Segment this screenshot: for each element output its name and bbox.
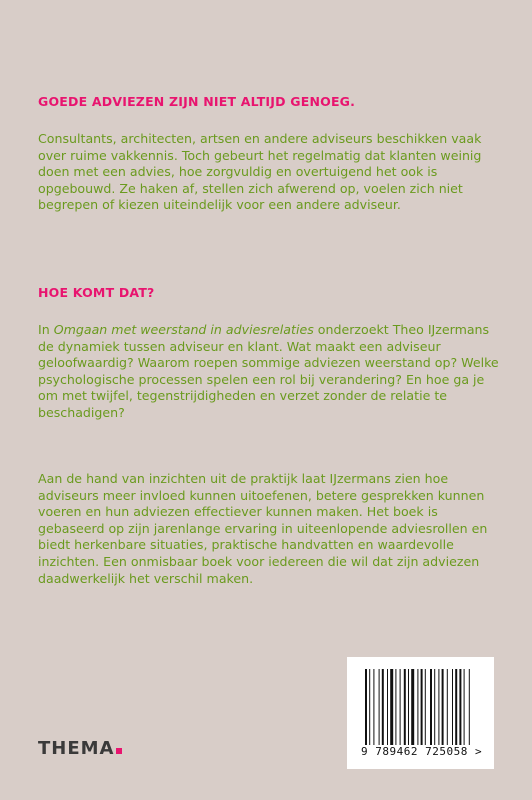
barcode-panel: [347, 657, 494, 769]
logo-dot-icon: [116, 748, 122, 754]
paragraph-practice: Aan de hand van inzichten uit de praktijk laat IJzermans zien hoe adviseurs meer invloed kunnen uitoefenen, betere gesprekken kunnen voeren en hun adviezen effectiever kunnen maken. Het boek is gebaseerd op zijn jarenlange ervaring in uiteenlopende adviesrollen en biedt herkenbare situaties, praktische handvatten en waardevolle inzichten. Een onmisbaar boek voor iedereen die wil dat zijn adviezen daadwerkelijk het verschil maken.: [38, 471, 488, 586]
description-text: onderzoekt Theo IJzermans de dynamiek tussen adviseur en klant. Wat maakt een adviseur geloofwaardig? Waarom roepen sommige adviezen weerstand op? Welke psychologische processen spelen een rol bij verandering? En hoe ga je om met twijfel, tegenstrijdigheden en verzet zonder de relatie te beschadigen?: [38, 322, 499, 420]
paragraph-intro: Consultants, architecten, artsen en andere adviseurs beschikken vaak over ruime vakkennis. Toch gebeurt het regelmatig dat klanten weinig doen met een advies, hoe zorgvuldig en overtuigend het ook is opgebouwd. Ze haken af, stellen zich afwerend op, voelen zich niet begrepen of kiezen uiteindelijk voor een andere adviseur.: [38, 131, 482, 213]
isbn-digits: 9 789462 725058 >: [361, 745, 483, 758]
publisher-logo: [38, 738, 122, 759]
paragraph-book-description: [38, 322, 508, 422]
book-title: Omgaan met weerstand in adviesrelaties: [53, 322, 314, 337]
barcode-icon: [365, 669, 477, 745]
intro-word: In: [38, 322, 54, 337]
heading-goede-adviezen: GOEDE ADVIEZEN ZIJN NIET ALTIJD GENOEG.: [38, 94, 356, 109]
publisher-name: THEMA: [38, 738, 115, 759]
heading-hoe-komt-dat: HOE KOMT DAT?: [38, 285, 155, 300]
